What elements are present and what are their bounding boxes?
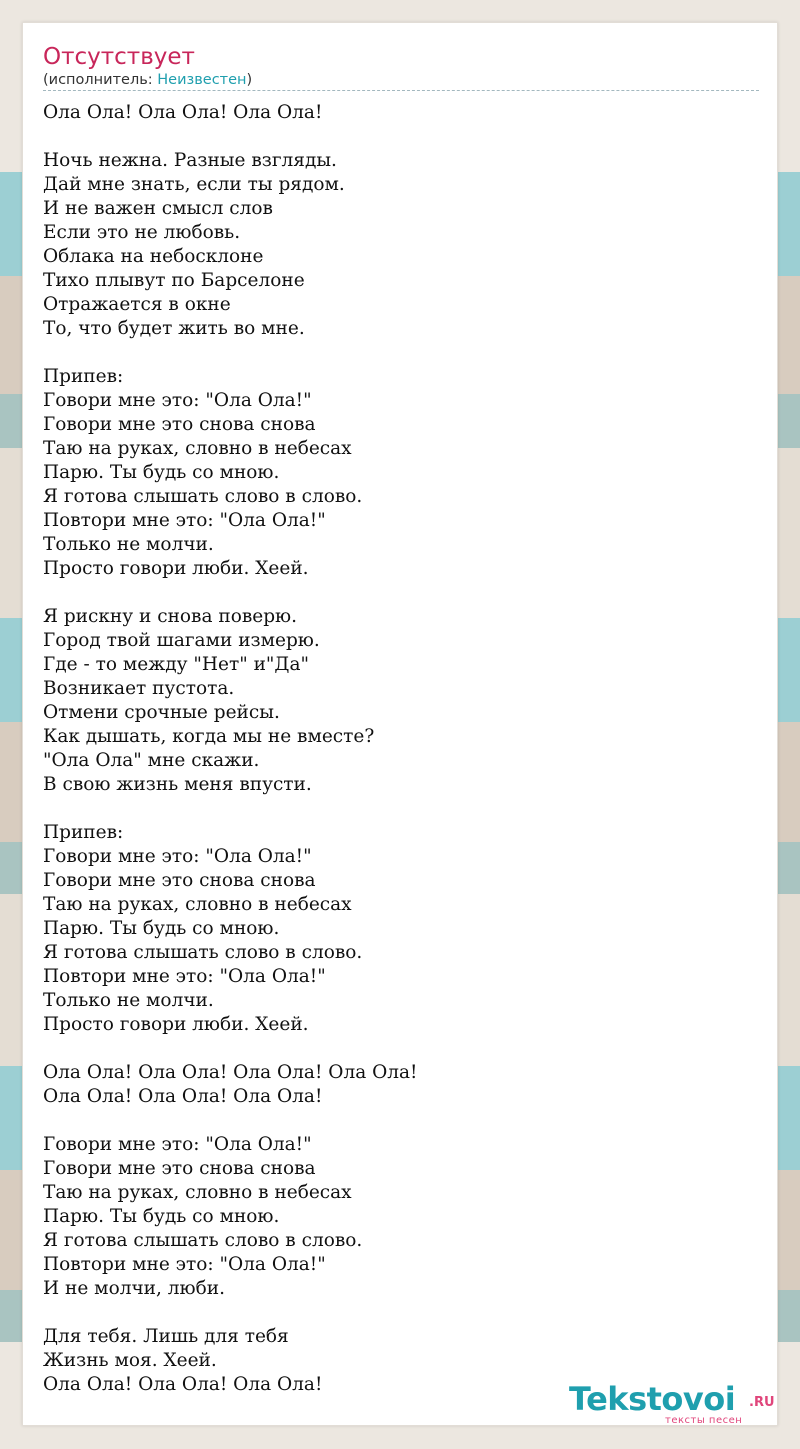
lyrics-text: Ола Ола! Ола Ола! Ола Ола! Ночь нежна. Разные взгляды. Дай мне знать, если ты рядом. И не важен смысл слов Если это не любовь. Облака на небосклоне Тихо плывут по Барселоне Отражается в окне То, что будет жить во мне. Припев: Говори мне это: "Ола Ола!" Говори мне это снова снова Таю на руках, словно в небесах Парю. Ты будь со мною. Я готова слышать слово в слово. Повтори мне это: "Ола Ола!" Только не молчи. Просто говори люби. Хеей. Я рискну и снова поверю. Город твой шагами измерю. Где - то между "Нет" и"Да" Возникает пустота. Отмени срочные рейсы. Как дышать, когда мы не вместе? "Ола Ола" мне скажи. В свою жизнь меня впусти. Припев: Говори мне это: "Ола Ола!" Говори мне это снова снова Таю на руках, словно в небесах Парю. Ты будь со мною. Я готова слышать слово в слово. Повтори мне это: "Ола Ола!" Только не молчи. Просто говори люби. Хеей. Ола Ола! Ола Ола! Ола Ола! Ола Ола! Ола Ола! Ола Ола! Ола Ола! Говори мне это: "Ола Ола!" Говори мне это снова снова Таю на руках, словно в небесах Парю. Ты будь со мною. Я готова слышать слово в слово. Повтори мне это: "Ола Ола!" И не молчи, люби. Для тебя. Лишь для тебя Жизнь моя. Хеей. Ола Ола! Ола Ола! Ола Ола!	[43, 102, 418, 1395]
lyrics-card	[22, 22, 778, 1426]
song-title: Отсутствует	[43, 44, 195, 70]
logo-tagline: тексты песен	[665, 1415, 743, 1426]
artist-prefix: (исполнитель:	[43, 72, 158, 88]
title-divider	[43, 90, 759, 91]
site-logo[interactable]	[569, 1381, 779, 1427]
artist-link[interactable]: Неизвестен	[157, 72, 247, 88]
logo-domain: .RU	[749, 1395, 775, 1410]
artist-line	[43, 71, 252, 89]
artist-suffix: )	[246, 72, 253, 88]
logo-wordmark: Tekstovoi	[569, 1380, 736, 1418]
